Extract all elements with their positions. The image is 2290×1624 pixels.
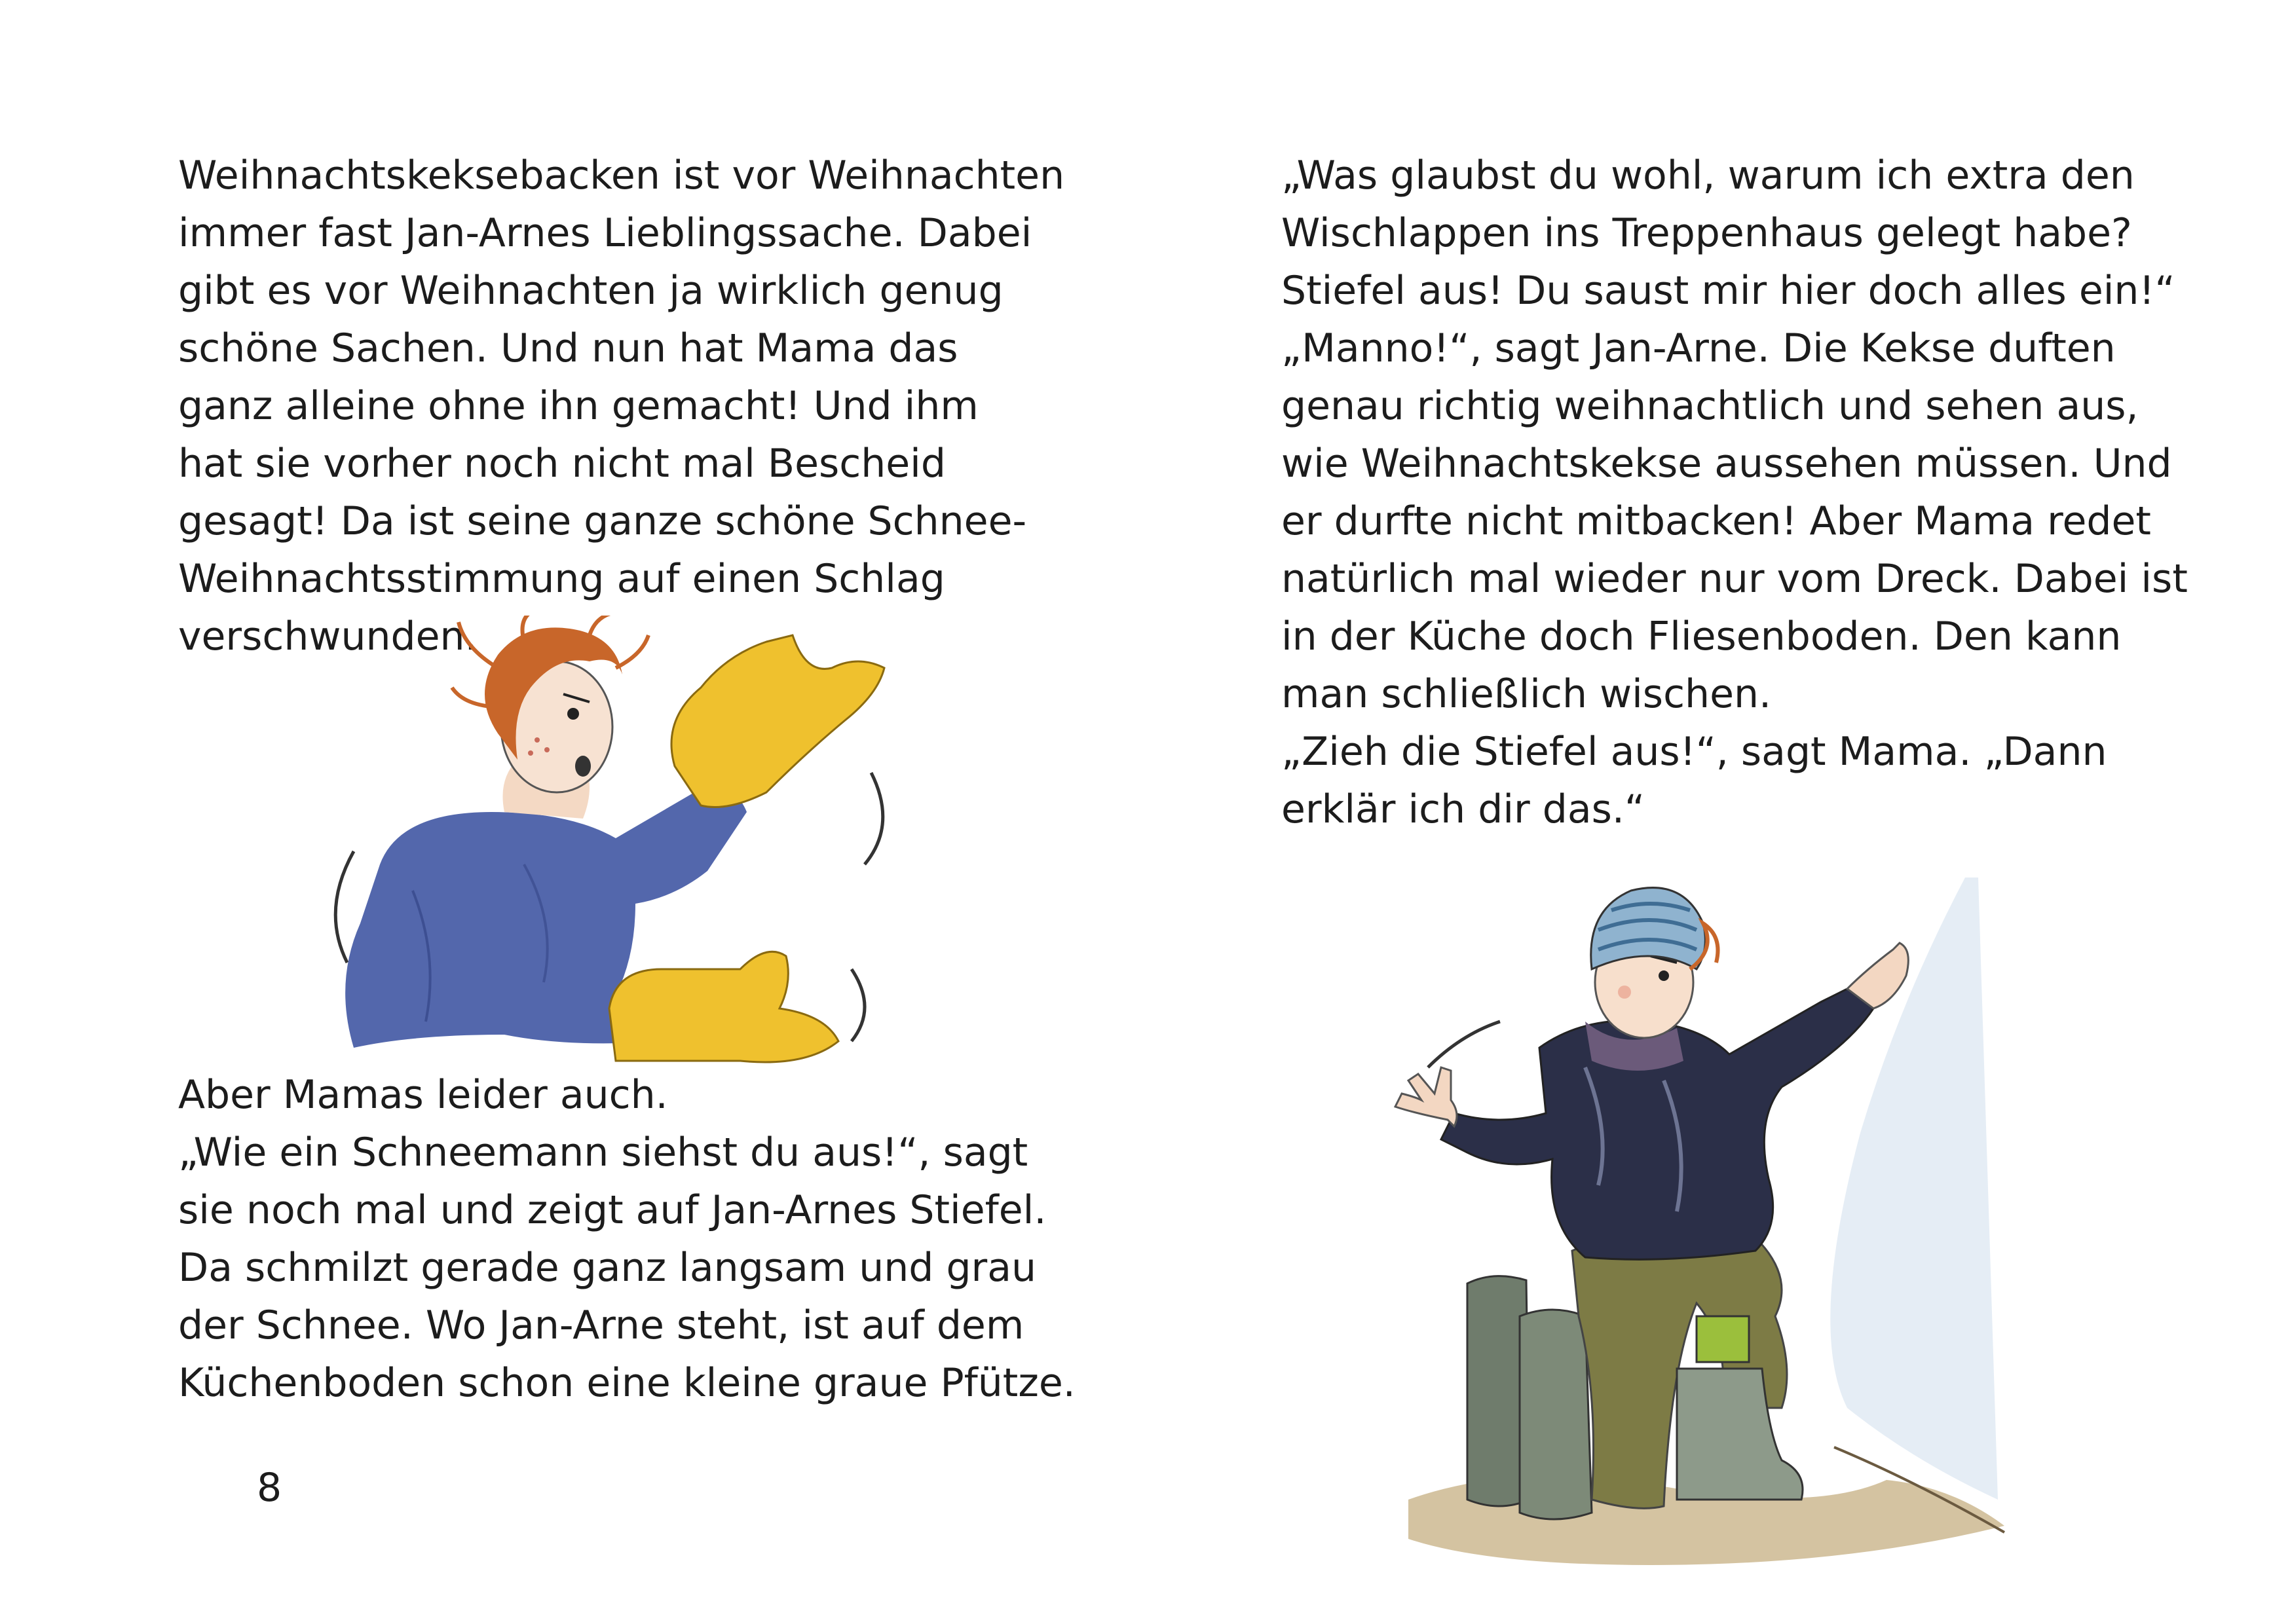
- wall-shape: [1830, 877, 1998, 1500]
- text-line: genau richtig weihnachtlich und sehen aus,: [1281, 383, 2139, 429]
- raised-mitt-shape: [671, 635, 884, 807]
- text-line: er durfte nicht mitbacken! Aber Mama redet: [1281, 498, 2151, 544]
- text-line: Küchenboden schon eine kleine graue Pfütze.: [178, 1360, 1076, 1406]
- text-line: immer fast Jan-Arnes Lieblingssache. Dabei: [178, 210, 1032, 256]
- text-line: in der Küche doch Fliesenboden. Den kann: [1281, 614, 2122, 659]
- right-paragraph-1: [1281, 147, 2188, 838]
- text-line: Weihnachtsstimmung auf einen Schlag: [178, 556, 945, 602]
- text-line: „Wie ein Schneemann siehst du aus!“, sagt: [178, 1130, 1028, 1175]
- page-number: 8: [257, 1465, 282, 1511]
- left-paragraph-1: [178, 147, 1064, 665]
- text-line: ganz alleine ohne ihn gemacht! Und ihm: [178, 383, 979, 429]
- text-line: wie Weihnachtskekse aussehen müssen. Und: [1281, 441, 2172, 487]
- text-line: der Schnee. Wo Jan-Arne steht, ist auf dem: [178, 1302, 1024, 1348]
- text-line: gibt es vor Weihnachten ja wirklich genug: [178, 268, 1004, 314]
- text-line: „Zieh die Stiefel aus!“, sagt Mama. „Dann: [1281, 729, 2107, 775]
- text-line: natürlich mal wieder nur vom Dreck. Dabei ist: [1281, 556, 2188, 602]
- text-line: sie noch mal und zeigt auf Jan-Arnes Stiefel.: [178, 1187, 1047, 1233]
- text-line: gesagt! Da ist seine ganze schöne Schnee-: [178, 498, 1027, 544]
- lower-mitt-shape: [609, 951, 838, 1062]
- text-line: Wischlappen ins Treppenhaus gelegt habe?: [1281, 210, 2132, 256]
- hand-shape: [1395, 1067, 1457, 1126]
- text-line: hat sie vorher noch nicht mal Bescheid: [178, 441, 946, 487]
- standing-boot-shape: [1520, 1310, 1592, 1519]
- mama-with-oven-mitts-illustration: [308, 616, 910, 1074]
- text-line: Stiefel aus! Du saust mir hier doch alles ein!“: [1281, 268, 2175, 314]
- sock-shape: [1697, 1316, 1749, 1362]
- text-line: schöne Sachen. Und nun hat Mama das: [178, 325, 958, 371]
- text-line: verschwunden.: [178, 614, 478, 659]
- text-line: man schließlich wischen.: [1281, 671, 1772, 717]
- text-line: „Was glaubst du wohl, warum ich extra den: [1281, 153, 2135, 198]
- left-paragraph-2: [178, 1066, 1076, 1412]
- text-line: Weihnachtskeksebacken ist vor Weihnachten: [178, 153, 1065, 198]
- text-line: erklär ich dir das.“: [1281, 786, 1645, 832]
- text-line: Da schmilzt gerade ganz langsam und grau: [178, 1245, 1037, 1291]
- text-line: Aber Mamas leider auch.: [178, 1072, 668, 1118]
- boy-taking-off-boots-illustration: [1389, 871, 2070, 1578]
- text-line: „Manno!“, sagt Jan-Arne. Die Kekse duften: [1281, 325, 2116, 371]
